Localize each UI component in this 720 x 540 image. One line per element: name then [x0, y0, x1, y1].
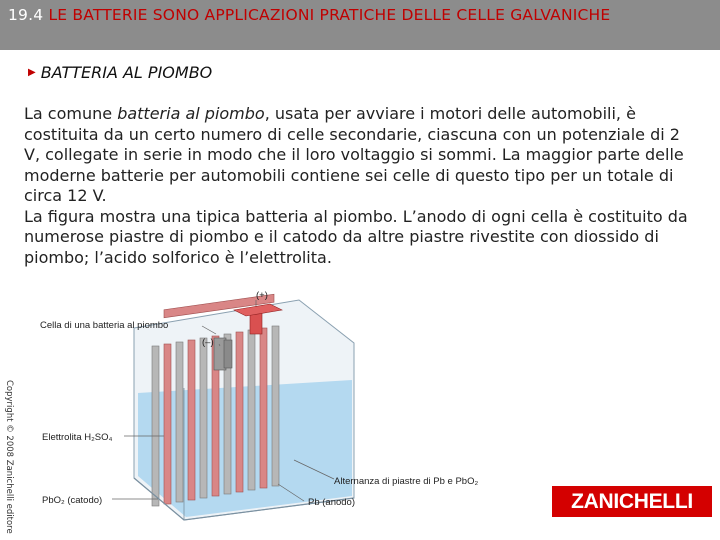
slide-header [0, 0, 720, 50]
paragraph-1-emphasis: batteria al piombo [117, 104, 265, 123]
anode-plate [152, 346, 159, 506]
body-text [24, 104, 696, 268]
section-number: 19.4 [8, 6, 44, 24]
paragraph-1-start: La comune [24, 104, 118, 123]
slide-title: LE BATTERIE SONO APPLICAZIONI PRATICHE DELLE CELLE GALVANICHE [48, 6, 611, 24]
anode-plate [248, 330, 255, 490]
negative-terminal-post [224, 340, 232, 368]
cathode-plate [188, 340, 195, 500]
bullet-arrow-icon: ▶ [28, 67, 36, 78]
section-title: BATTERIA AL PIOMBO [40, 63, 213, 82]
minus-label: (–) [202, 337, 214, 348]
cathode-plate [260, 328, 267, 488]
paragraph-2: La figura mostra una tipica batteria al piombo. L’anodo di ogni cella è costituito da numerose piastre di piombo e il catodo da altre piastre rivestite con diossido di piombo; l’acido solforico è l’elettrolita. [24, 206, 688, 267]
anode-plate [200, 338, 207, 498]
paragraph-1 [24, 104, 696, 207]
battery-diagram [34, 288, 504, 523]
zanichelli-logo: ZANICHELLI [552, 486, 712, 517]
anode-plate [176, 342, 183, 502]
electrolyte-label: Elettrolita H₂SO₄ [42, 432, 113, 443]
section-heading [28, 63, 212, 82]
plus-label: (+) [256, 290, 268, 301]
plates-label: Alternanza di piastre di Pb e PbO₂ [334, 476, 479, 487]
paragraph-1-end: , usata per avviare i motori delle automobili, è costituita da un certo numero di celle secondarie, ciascuna con un potenziale di 2 V, collegate in serie in modo che il loro voltaggio si sommi. La maggior parte delle moderne batterie per automobili contiene sei celle di questo tipo per un totale di circa 12 V. [24, 104, 684, 205]
copyright-notice [0, 380, 14, 534]
copyright-text: Copyright © 2008 Zanichelli editore [4, 380, 14, 534]
anode-plate [272, 326, 279, 486]
cathode-plate [236, 332, 243, 492]
cell-label: Cella di una batteria al piombo [40, 320, 169, 331]
cathode-label: PbO₂ (catodo) [42, 495, 103, 506]
battery-figure [34, 288, 504, 523]
cathode-plate [164, 344, 171, 504]
anode-label: Pb (anodo) [308, 497, 356, 508]
